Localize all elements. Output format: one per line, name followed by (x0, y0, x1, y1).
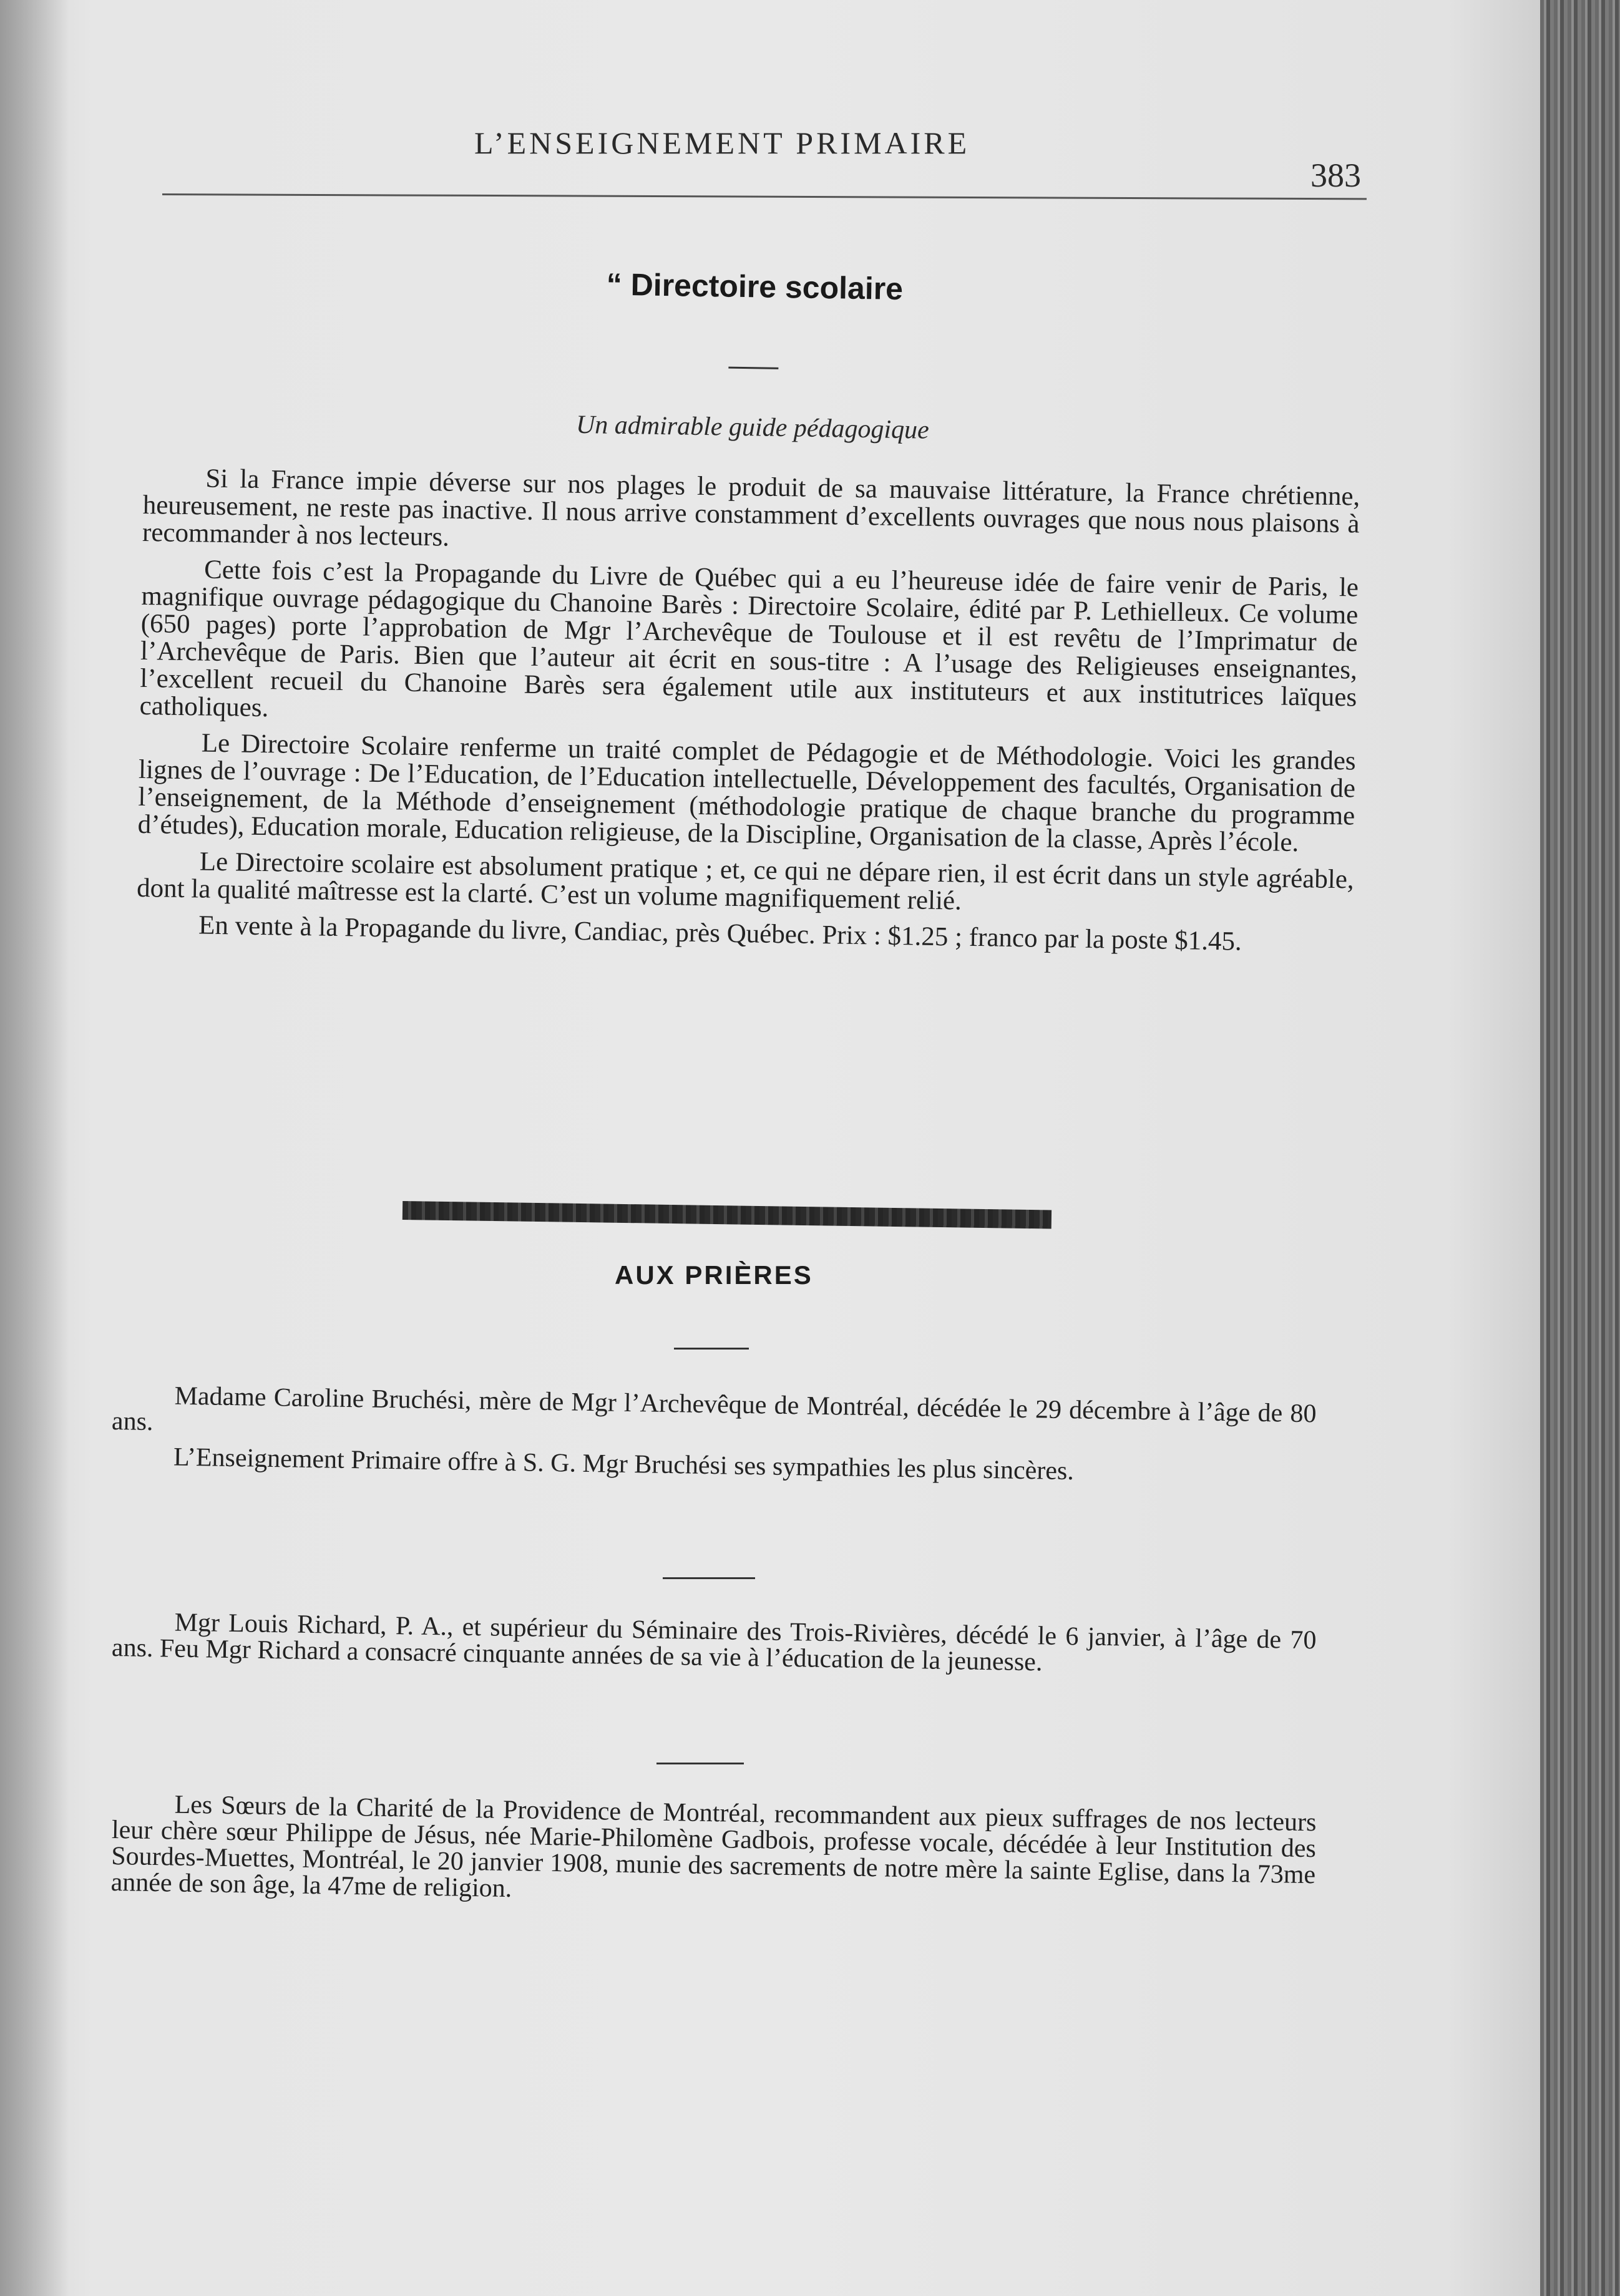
running-header (162, 125, 1404, 193)
article-title: “ Directoire scolaire (606, 266, 904, 307)
notice-paragraph: Les Sœurs de la Charité de la Providence de Montréal, recommandent aux pieux suffrages de nos lecteurs leur chère sœur Philippe de Jésus, née Marie-Philomène Gadbois, professe vocale, décédée à leur Institution des Sourdes-Muettes, Montréal, le 20 janvier 1908, munie des sacrements de notre mère la sainte Eglise, dans la 73me année de son âge, la 47me de religion. (110, 1790, 1317, 1904)
notice-paragraph: Madame Caroline Bruchési, mère de Mgr l’Archevêque de Montréal, décédée le 29 décembre à l’âge de 80 ans. (111, 1381, 1317, 1437)
notice-separator (663, 1577, 755, 1579)
obituary-notice-bruchesi (111, 1382, 1317, 1497)
running-title: L’ENSEIGNEMENT PRIMAIRE (474, 125, 970, 160)
notice-paragraph: Mgr Louis Richard, P. A., et supérieur du Séminaire des Trois-Rivières, décédé le 6 janvier, à l’âge de 70 ans. Feu Mgr Richard a consacré cinquante années de sa vie à l’éducation de la jeunesse. (111, 1608, 1317, 1677)
header-rule (162, 193, 1367, 200)
title-separator (728, 367, 778, 369)
section-title-separator (674, 1348, 749, 1350)
page-number: 383 (1310, 157, 1361, 194)
article-price-paragraph: En vente à la Propagande du livre, Candiac, près Québec. Prix : $1.25 ; franco par la poste $1.45. (198, 910, 1242, 956)
article-directoire-scolaire (136, 259, 1364, 957)
obituary-notice-soeurs (110, 1791, 1317, 1923)
article-paragraph: Le Directoire Scolaire renferme un traité complet de Pédagogie et de Méthodologie. Voici les grandes lignes de l’ouvrage : De l’Education, de l’Education intellectuelle, Développement des facultés, Organisation de l’enseignement, de la Méthode d’enseignement (méthodologie pratique de chaque branche du programme d’études), Education morale, Education religieuse, de la Discipline, Organisation de la classe, Après l’école. (137, 728, 1356, 858)
article-paragraph: Si la France impie déverse sur nos plages le produit de sa mauvaise littérature, la France chrétienne, heureusement, ne reste pas inactive. Il nous arrive constamment d’excellents ouvrages que nous nous plaisons à recommander à nos lecteurs. (142, 464, 1360, 552)
article-subtitle: Un admirable guide pédagogique (575, 410, 930, 445)
page-gutter-shadow (0, 0, 69, 2296)
section-title: AUX PRIÈRES (615, 1260, 813, 1290)
notice-separator (656, 1763, 744, 1764)
article-paragraph: Cette fois c’est la Propagande du Livre de Québec qui a eu l’heureuse idée de faire venir de Paris, le magnifique ouvrage pédagogique du Chanoine Barès : Directoire Scolaire, édité par P. Lethielleux. Ce volume (650 pages) porte l’approbation de Mgr l’Archevêque de Toulouse et il est revêtu de l’Imprimatur de l’Archevêque de Paris. Bien que l’auteur ait écrit en sous-titre : A l’usage des Religieuses enseignantes, l’excellent recueil du Chanoine Barès sera également utile aux instituteurs et aux institutrices laïques catholiques. (139, 555, 1359, 723)
section-divider-bar (403, 1201, 1052, 1229)
obituary-notice-richard (111, 1608, 1316, 1688)
notice-paragraph: L’Enseignement Primaire offre à S. G. Mgr Bruchési ses sympathies les plus sincères. (173, 1442, 1075, 1486)
book-page-edges (1540, 0, 1620, 2296)
article-paragraph: Le Directoire scolaire est absolument pratique ; et, ce qui ne dépare rien, il est écrit dans un style agréable, dont la qualité maîtresse est la clarté. C’est un volume magnifiquement relié. (136, 847, 1354, 916)
